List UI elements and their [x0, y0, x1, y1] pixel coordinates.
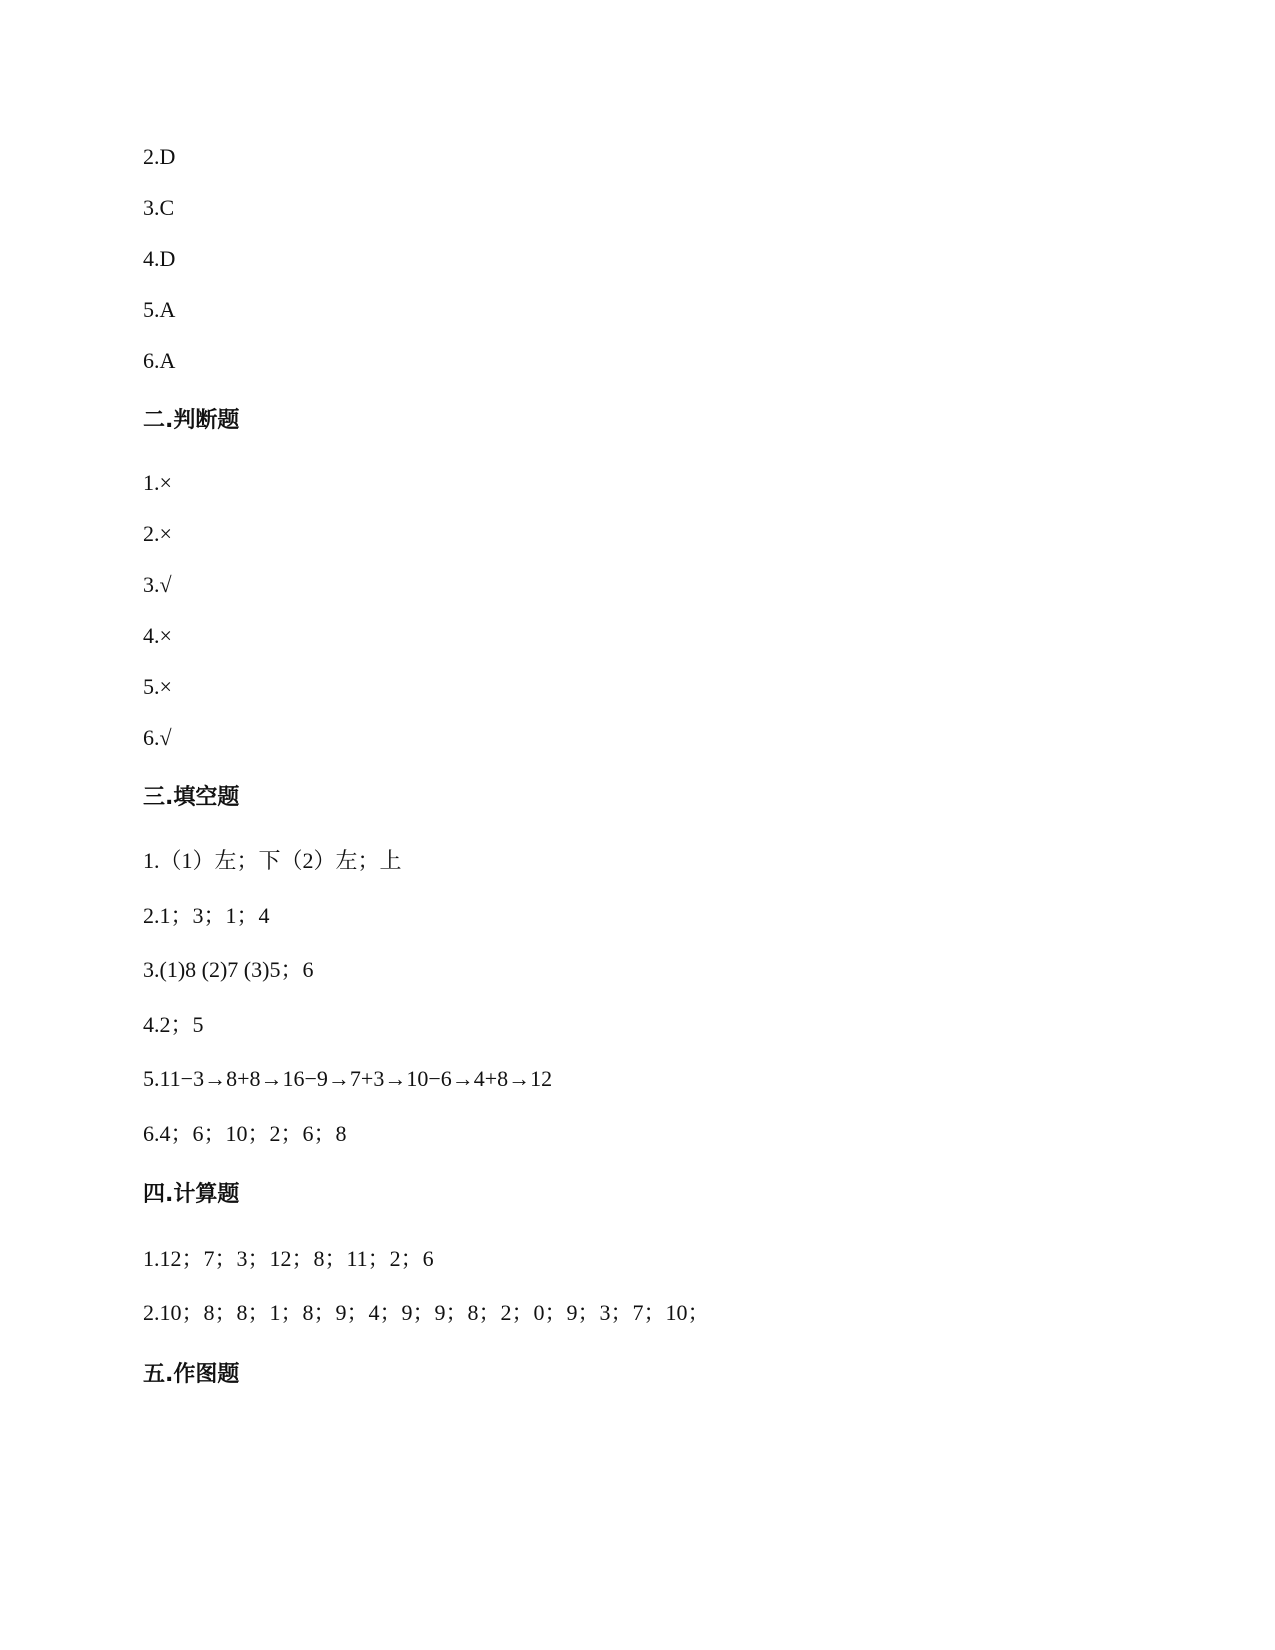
fill-blank-answer-5: 5.11−3→8+8→16−9→7+3→10−6→4+8→12	[143, 1066, 553, 1091]
choice-answer-6: 6.A	[143, 348, 176, 373]
judgement-answer-2: 2.×	[143, 521, 172, 546]
fill-blank-heading: 三.填空题	[143, 785, 240, 810]
fill-blank-answer-6: 6.4；6；10；2；6；8	[143, 1121, 347, 1146]
choice-answer-3: 3.C	[143, 195, 175, 220]
fill-blank-answer-1: 1.（1）左；下（2）左；上	[143, 848, 402, 873]
judgement-answer-6: 6.√	[143, 725, 172, 750]
calculation-heading: 四.计算题	[143, 1182, 240, 1207]
judgement-answer-4: 4.×	[143, 623, 172, 648]
fill-blank-answer-4: 4.2；5	[143, 1012, 204, 1037]
calculation-answer-1: 1.12；7；3；12；8；11；2；6	[143, 1246, 434, 1271]
judgement-answer-3: 3.√	[143, 572, 172, 597]
calculation-answer-2: 2.10；8；8；1；8；9；4；9；9；8；2；0；9；3；7；10；	[143, 1300, 710, 1325]
choice-answer-4: 4.D	[143, 246, 176, 271]
choice-answer-5: 5.A	[143, 297, 176, 322]
fill-blank-answer-2: 2.1；3；1；4	[143, 903, 270, 928]
drawing-heading: 五.作图题	[143, 1362, 240, 1387]
judgement-answer-1: 1.×	[143, 470, 172, 495]
choice-answer-2: 2.D	[143, 144, 176, 169]
judgement-answer-5: 5.×	[143, 674, 172, 699]
judgement-heading: 二.判断题	[143, 408, 240, 433]
fill-blank-answer-3: 3.(1)8 (2)7 (3)5；6	[143, 957, 314, 982]
